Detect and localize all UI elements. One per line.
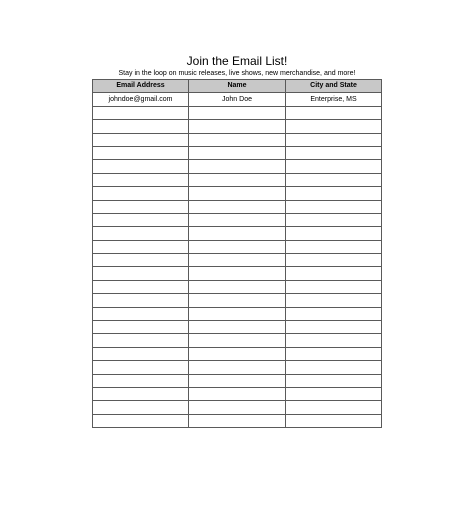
- table-row: [93, 146, 382, 159]
- cell-email[interactable]: [93, 227, 189, 240]
- cell-email[interactable]: [93, 321, 189, 334]
- column-header-email: Email Address: [93, 80, 189, 93]
- cell-name[interactable]: [189, 307, 286, 320]
- cell-city-state[interactable]: [286, 187, 382, 200]
- cell-city-state[interactable]: Enterprise, MS: [286, 93, 382, 106]
- cell-name[interactable]: [189, 347, 286, 360]
- page-title: Join the Email List!: [186, 54, 288, 68]
- cell-email[interactable]: [93, 334, 189, 347]
- table-row: [93, 347, 382, 360]
- cell-city-state[interactable]: [286, 213, 382, 226]
- cell-email[interactable]: [93, 361, 189, 374]
- table-header-row: [93, 80, 382, 93]
- signup-table-body: [93, 93, 382, 428]
- cell-name[interactable]: [189, 267, 286, 280]
- cell-city-state[interactable]: [286, 387, 382, 400]
- cell-name[interactable]: John Doe: [189, 93, 286, 106]
- cell-email[interactable]: [93, 307, 189, 320]
- cell-name[interactable]: [189, 374, 286, 387]
- cell-city-state[interactable]: [286, 374, 382, 387]
- cell-email[interactable]: [93, 267, 189, 280]
- cell-email[interactable]: [93, 187, 189, 200]
- cell-city-state[interactable]: [286, 361, 382, 374]
- table-row: [93, 361, 382, 374]
- cell-email[interactable]: [93, 173, 189, 186]
- cell-email[interactable]: [93, 200, 189, 213]
- cell-name[interactable]: [189, 321, 286, 334]
- cell-city-state[interactable]: [286, 267, 382, 280]
- table-row: [93, 160, 382, 173]
- table-row: [93, 213, 382, 226]
- cell-name[interactable]: [189, 200, 286, 213]
- table-row: [93, 200, 382, 213]
- cell-name[interactable]: [189, 173, 286, 186]
- table-row: [93, 414, 382, 427]
- cell-name[interactable]: [189, 146, 286, 159]
- cell-name[interactable]: [189, 334, 286, 347]
- cell-name[interactable]: [189, 160, 286, 173]
- cell-name[interactable]: [189, 387, 286, 400]
- cell-city-state[interactable]: [286, 347, 382, 360]
- cell-name[interactable]: [189, 361, 286, 374]
- cell-name[interactable]: [189, 280, 286, 293]
- cell-city-state[interactable]: [286, 414, 382, 427]
- cell-city-state[interactable]: [286, 307, 382, 320]
- cell-city-state[interactable]: [286, 401, 382, 414]
- cell-city-state[interactable]: [286, 120, 382, 133]
- table-row: [93, 133, 382, 146]
- cell-email[interactable]: [93, 106, 189, 119]
- cell-city-state[interactable]: [286, 146, 382, 159]
- cell-email[interactable]: [93, 254, 189, 267]
- cell-city-state[interactable]: [286, 200, 382, 213]
- table-row: [93, 227, 382, 240]
- cell-city-state[interactable]: [286, 160, 382, 173]
- cell-email[interactable]: [93, 133, 189, 146]
- cell-city-state[interactable]: [286, 321, 382, 334]
- cell-name[interactable]: [189, 240, 286, 253]
- table-row: [93, 93, 382, 106]
- table-row: [93, 187, 382, 200]
- cell-email[interactable]: [93, 294, 189, 307]
- cell-name[interactable]: [189, 254, 286, 267]
- column-header-name: Name: [189, 80, 286, 93]
- table-row: [93, 294, 382, 307]
- cell-city-state[interactable]: [286, 227, 382, 240]
- table-row: [93, 267, 382, 280]
- signup-table: [92, 79, 382, 428]
- cell-name[interactable]: [189, 120, 286, 133]
- cell-name[interactable]: [189, 187, 286, 200]
- table-row: [93, 173, 382, 186]
- cell-name[interactable]: [189, 106, 286, 119]
- cell-name[interactable]: [189, 401, 286, 414]
- page-subtitle: Stay in the loop on music releases, live shows, new merchandise, and more!: [118, 70, 356, 77]
- cell-city-state[interactable]: [286, 240, 382, 253]
- cell-email[interactable]: johndoe@gmail.com: [93, 93, 189, 106]
- cell-email[interactable]: [93, 160, 189, 173]
- cell-city-state[interactable]: [286, 133, 382, 146]
- table-row: [93, 280, 382, 293]
- cell-email[interactable]: [93, 213, 189, 226]
- cell-name[interactable]: [189, 227, 286, 240]
- cell-email[interactable]: [93, 240, 189, 253]
- table-row: [93, 321, 382, 334]
- cell-email[interactable]: [93, 401, 189, 414]
- cell-city-state[interactable]: [286, 334, 382, 347]
- cell-name[interactable]: [189, 213, 286, 226]
- table-row: [93, 387, 382, 400]
- table-row: [93, 401, 382, 414]
- cell-name[interactable]: [189, 294, 286, 307]
- table-row: [93, 334, 382, 347]
- table-row: [93, 106, 382, 119]
- table-row: [93, 307, 382, 320]
- table-row: [93, 120, 382, 133]
- cell-city-state[interactable]: [286, 173, 382, 186]
- table-row: [93, 254, 382, 267]
- cell-city-state[interactable]: [286, 106, 382, 119]
- cell-name[interactable]: [189, 133, 286, 146]
- cell-city-state[interactable]: [286, 254, 382, 267]
- table-row: [93, 240, 382, 253]
- cell-email[interactable]: [93, 280, 189, 293]
- cell-email[interactable]: [93, 146, 189, 159]
- cell-email[interactable]: [93, 374, 189, 387]
- cell-city-state[interactable]: [286, 294, 382, 307]
- cell-city-state[interactable]: [286, 280, 382, 293]
- cell-email[interactable]: [93, 347, 189, 360]
- cell-name[interactable]: [189, 414, 286, 427]
- column-header-city-state: City and State: [286, 80, 382, 93]
- cell-email[interactable]: [93, 414, 189, 427]
- cell-email[interactable]: [93, 387, 189, 400]
- cell-email[interactable]: [93, 120, 189, 133]
- table-row: [93, 374, 382, 387]
